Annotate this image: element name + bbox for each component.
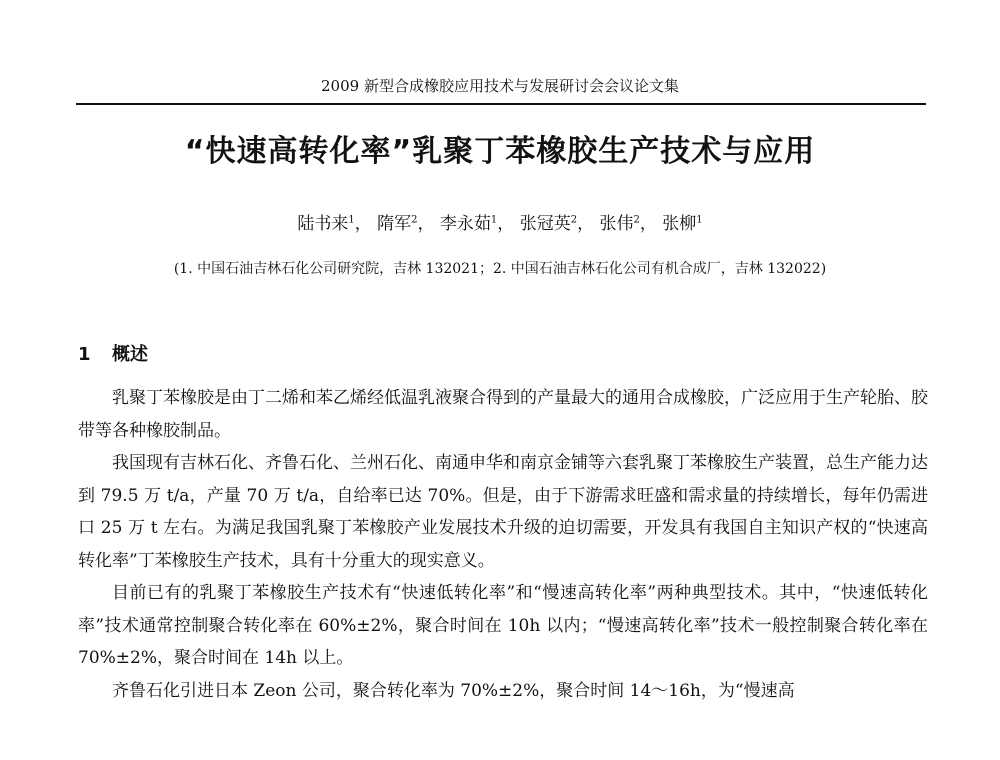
author: 陆书来$^1$: [297, 214, 355, 234]
paragraph: 我国现有吉林石化、齐鲁石化、兰州石化、南通申华和南京金铺等六套乳聚丁苯橡胶生产装置，总生产能力达到 79.5 万 t/a，产量 70 万 t/a，自给率已达 70%。但是，由于下游需求旺盛和需求量的持续增长，每年仍需进口 25 万 t 左右。为满足我国乳聚丁苯橡胶产业发展技术升级的迫切需要，开发具有我国自主知识产权的“快速高转化率”丁苯橡胶生产技术，具有十分重大的现实意义。: [78, 453, 928, 571]
section-heading: [78, 342, 148, 368]
paper-title: “快速高转化率”乳聚丁苯橡胶生产技术与应用: [184, 134, 816, 169]
paragraph: 目前已有的乳聚丁苯橡胶生产技术有“快速低转化率”和“慢速高转化率”两种典型技术。其中，“快速低转化率”技术通常控制聚合转化率在 60%±2%，聚合时间在 10h 以内；“慢速高转化率”技术一般控制聚合转化率在 70%±2%，聚合时间在 14h 以上。: [78, 583, 928, 668]
affiliation-line: (1. 中国石油吉林石化公司研究院，吉林 132021；2. 中国石油吉林石化公司有机合成厂，吉林 132022): [173, 261, 827, 277]
paragraph: 齐鲁石化引进日本 Zeon 公司，聚合转化率为 70%±2%，聚合时间 14～16h，为“慢速高: [112, 680, 795, 701]
body-text: [78, 382, 928, 707]
running-header: 2009 新型合成橡胶应用技术与发展研讨会会议论文集: [321, 77, 679, 95]
author: 张伟$^2$: [599, 214, 640, 234]
header-rule: [76, 103, 926, 105]
author-list: 陆书来$^1$， 隋军$^2$， 李永茹$^1$， 张冠英$^2$， 张伟$^2$， 张柳$^1$: [297, 214, 703, 234]
paragraph: 乳聚丁苯橡胶是由丁二烯和苯乙烯经低温乳液聚合得到的产量最大的通用合成橡胶，广泛应用于生产轮胎、胶带等各种橡胶制品。: [78, 388, 928, 441]
section-title: 概述: [112, 344, 148, 365]
author: 隋军$^2$: [377, 214, 418, 234]
section-number: 1: [78, 344, 91, 365]
author: 张冠英$^2$: [519, 214, 578, 234]
author: 张柳$^1$: [662, 214, 703, 234]
author: 李永茹$^1$: [439, 214, 498, 234]
